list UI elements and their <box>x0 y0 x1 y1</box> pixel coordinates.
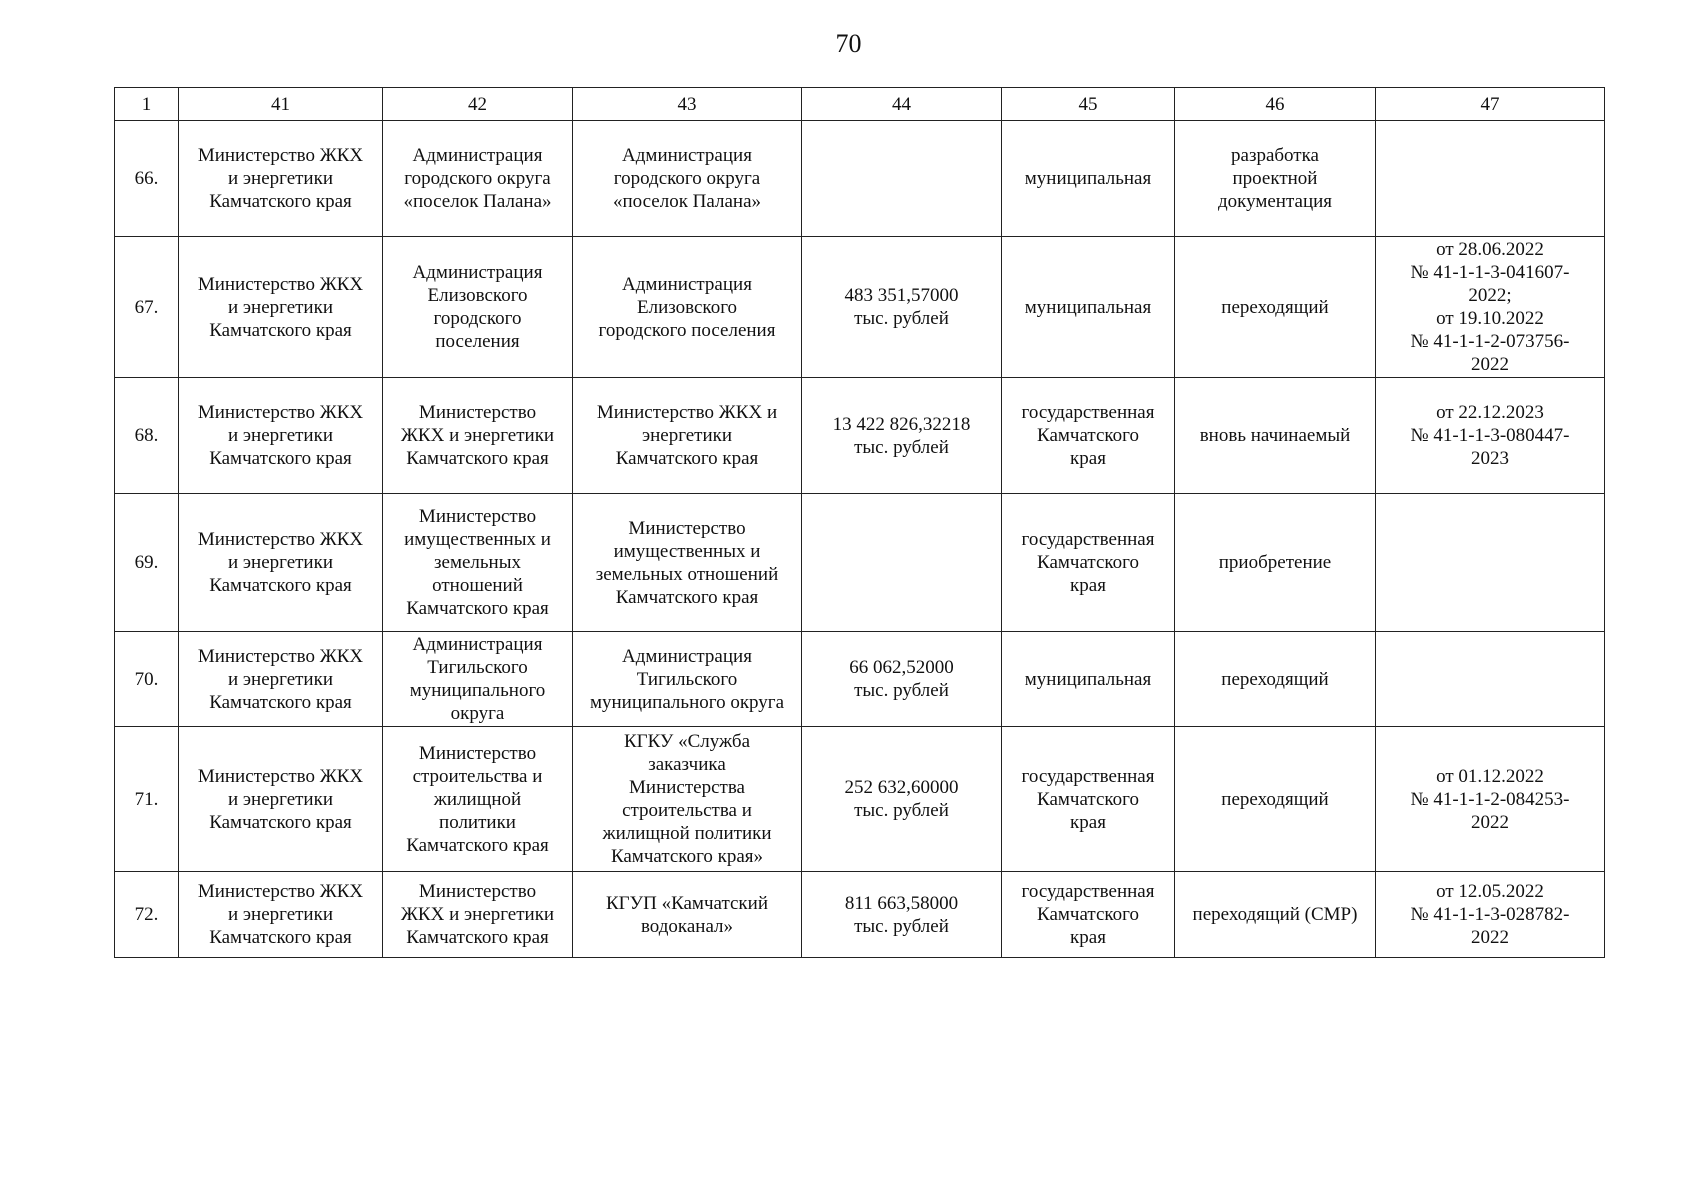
table-cell <box>1376 121 1605 237</box>
table-cell <box>802 494 1002 632</box>
table-cell <box>802 121 1002 237</box>
column-header: 41 <box>179 88 383 121</box>
table-row <box>115 378 1605 494</box>
table-cell: КГУП «Камчатский водоканал» <box>573 872 802 958</box>
table-cell: Министерство строительства и жилищной политики Камчатского края <box>383 727 573 872</box>
table-cell <box>1376 632 1605 727</box>
column-header: 46 <box>1175 88 1376 121</box>
column-header: 47 <box>1376 88 1605 121</box>
row-number-cell: 69. <box>115 494 179 632</box>
table-cell: муниципальная <box>1002 121 1175 237</box>
column-header: 43 <box>573 88 802 121</box>
table-row <box>115 872 1605 958</box>
table-cell: КГКУ «Служба заказчика Министерства строительства и жилищной политики Камчатского края» <box>573 727 802 872</box>
header-row <box>115 88 1605 121</box>
table-cell: государственная Камчатского края <box>1002 727 1175 872</box>
table-cell: Министерство ЖКХ и энергетики Камчатского края <box>179 121 383 237</box>
table-cell: от 12.05.2022 № 41-1-1-3-028782- 2022 <box>1376 872 1605 958</box>
table-cell: 483 351,57000 тыс. рублей <box>802 237 1002 378</box>
table-cell: муниципальная <box>1002 237 1175 378</box>
table-row <box>115 727 1605 872</box>
table-cell: 811 663,58000 тыс. рублей <box>802 872 1002 958</box>
row-number-cell: 70. <box>115 632 179 727</box>
table-cell: Министерство имущественных и земельных отношений Камчатского края <box>573 494 802 632</box>
table-cell: Министерство ЖКХ и энергетики Камчатского края <box>179 632 383 727</box>
row-number-cell: 66. <box>115 121 179 237</box>
table-cell: от 01.12.2022 № 41-1-1-2-084253- 2022 <box>1376 727 1605 872</box>
table-cell: государственная Камчатского края <box>1002 378 1175 494</box>
table-cell: от 22.12.2023 № 41-1-1-3-080447- 2023 <box>1376 378 1605 494</box>
table-cell: вновь начинаемый <box>1175 378 1376 494</box>
page-number: 70 <box>835 29 862 58</box>
registry-table <box>114 87 1605 958</box>
table-cell: Министерство имущественных и земельных отношений Камчатского края <box>383 494 573 632</box>
table-cell: переходящий <box>1175 727 1376 872</box>
table-cell: переходящий <box>1175 632 1376 727</box>
table-cell: Министерство ЖКХ и энергетики Камчатского края <box>179 727 383 872</box>
table-row <box>115 494 1605 632</box>
table-cell: Администрация городского округа «поселок Палана» <box>573 121 802 237</box>
table-cell: от 28.06.2022 № 41-1-1-3-041607- 2022; от 19.10.2022 № 41-1-1-2-073756- 2022 <box>1376 237 1605 378</box>
row-number-cell: 68. <box>115 378 179 494</box>
column-header: 45 <box>1002 88 1175 121</box>
table-cell: приобретение <box>1175 494 1376 632</box>
table-cell: Министерство ЖКХ и энергетики Камчатского края <box>383 378 573 494</box>
table-cell: государственная Камчатского края <box>1002 494 1175 632</box>
table-row <box>115 632 1605 727</box>
table-cell: Администрация Тигильского муниципального округа <box>573 632 802 727</box>
row-number-cell: 71. <box>115 727 179 872</box>
table-cell: Министерство ЖКХ и энергетики Камчатского края <box>179 378 383 494</box>
table-cell: Администрация Елизовского городского поселения <box>573 237 802 378</box>
table-cell: 13 422 826,32218 тыс. рублей <box>802 378 1002 494</box>
table-cell: муниципальная <box>1002 632 1175 727</box>
column-header: 42 <box>383 88 573 121</box>
table-cell: переходящий <box>1175 237 1376 378</box>
table-cell: Министерство ЖКХ и энергетики Камчатского края <box>573 378 802 494</box>
table-cell: Министерство ЖКХ и энергетики Камчатского края <box>383 872 573 958</box>
table-cell: государственная Камчатского края <box>1002 872 1175 958</box>
table-row <box>115 121 1605 237</box>
table-cell <box>1376 494 1605 632</box>
column-header: 44 <box>802 88 1002 121</box>
table-cell: переходящий (СМР) <box>1175 872 1376 958</box>
row-number-cell: 72. <box>115 872 179 958</box>
table-cell: Министерство ЖКХ и энергетики Камчатского края <box>179 494 383 632</box>
table-cell: Администрация Тигильского муниципального округа <box>383 632 573 727</box>
table-cell: Министерство ЖКХ и энергетики Камчатского края <box>179 872 383 958</box>
table-cell: 66 062,52000 тыс. рублей <box>802 632 1002 727</box>
table-cell: разработка проектной документация <box>1175 121 1376 237</box>
table-row <box>115 237 1605 378</box>
table-cell: Администрация Елизовского городского поселения <box>383 237 573 378</box>
column-header: 1 <box>115 88 179 121</box>
table-cell: 252 632,60000 тыс. рублей <box>802 727 1002 872</box>
table-cell: Министерство ЖКХ и энергетики Камчатского края <box>179 237 383 378</box>
row-number-cell: 67. <box>115 237 179 378</box>
table-cell: Администрация городского округа «поселок Палана» <box>383 121 573 237</box>
